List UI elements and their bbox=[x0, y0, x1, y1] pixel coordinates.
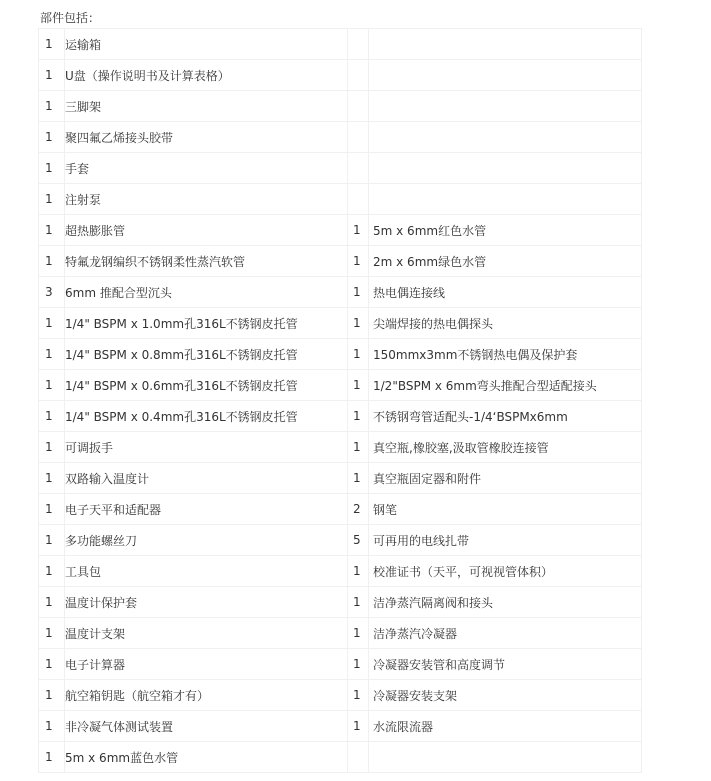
left-part-name-cell: 电子天平和适配器 bbox=[65, 494, 348, 525]
right-part-name-cell bbox=[369, 60, 642, 91]
right-quantity-cell: 1 bbox=[348, 246, 369, 277]
right-quantity-cell: 1 bbox=[348, 215, 369, 246]
right-part-name-cell: 尖端焊接的热电偶探头 bbox=[369, 308, 642, 339]
right-part-name-cell bbox=[369, 29, 642, 60]
right-quantity-cell: 1 bbox=[348, 277, 369, 308]
left-quantity-cell: 1 bbox=[39, 215, 65, 246]
left-quantity-cell: 1 bbox=[39, 525, 65, 556]
left-part-name-cell: 可调扳手 bbox=[65, 432, 348, 463]
right-part-name-cell: 洁净蒸汽隔离阀和接头 bbox=[369, 587, 642, 618]
right-quantity-cell: 1 bbox=[348, 370, 369, 401]
left-part-name-cell: 运输箱 bbox=[65, 29, 348, 60]
left-quantity-cell: 1 bbox=[39, 246, 65, 277]
right-part-name-cell bbox=[369, 153, 642, 184]
right-part-name-cell: 校准证书（天平，可视视管体积） bbox=[369, 556, 642, 587]
left-quantity-cell: 1 bbox=[39, 742, 65, 773]
left-part-name-cell: 温度计支架 bbox=[65, 618, 348, 649]
right-part-name-cell: 1/2"BSPM x 6mm弯头推配合型适配接头 bbox=[369, 370, 642, 401]
right-quantity-cell: 1 bbox=[348, 618, 369, 649]
table-row bbox=[39, 618, 642, 649]
parts-caption: 部件包括： bbox=[40, 11, 101, 25]
left-part-name-cell: 6mm 推配合型沉头 bbox=[65, 277, 348, 308]
right-quantity-cell: 5 bbox=[348, 525, 369, 556]
left-quantity-cell: 1 bbox=[39, 494, 65, 525]
left-part-name-cell: 航空箱钥匙（航空箱才有） bbox=[65, 680, 348, 711]
table-row bbox=[39, 184, 642, 215]
left-part-name-cell: 注射泵 bbox=[65, 184, 348, 215]
right-part-name-cell: 5m x 6mm红色水管 bbox=[369, 215, 642, 246]
right-quantity-cell: 1 bbox=[348, 432, 369, 463]
left-part-name-cell: 1/4" BSPM x 0.4mm孔316L不锈钢皮托管 bbox=[65, 401, 348, 432]
left-part-name-cell: 双路输入温度计 bbox=[65, 463, 348, 494]
table-row bbox=[39, 122, 642, 153]
left-quantity-cell: 1 bbox=[39, 618, 65, 649]
left-part-name-cell: 三脚架 bbox=[65, 91, 348, 122]
right-part-name-cell: 洁净蒸汽冷凝器 bbox=[369, 618, 642, 649]
right-quantity-cell: 1 bbox=[348, 649, 369, 680]
left-quantity-cell: 1 bbox=[39, 711, 65, 742]
right-part-name-cell: 冷凝器安装支架 bbox=[369, 680, 642, 711]
left-quantity-cell: 1 bbox=[39, 153, 65, 184]
left-quantity-cell: 1 bbox=[39, 184, 65, 215]
left-part-name-cell: 非冷凝气体测试装置 bbox=[65, 711, 348, 742]
table-row bbox=[39, 370, 642, 401]
table-row bbox=[39, 277, 642, 308]
left-part-name-cell: 聚四氟乙烯接头胶带 bbox=[65, 122, 348, 153]
right-part-name-cell bbox=[369, 91, 642, 122]
table-row bbox=[39, 308, 642, 339]
left-quantity-cell: 1 bbox=[39, 432, 65, 463]
left-quantity-cell: 1 bbox=[39, 463, 65, 494]
table-row bbox=[39, 494, 642, 525]
right-part-name-cell bbox=[369, 122, 642, 153]
left-quantity-cell: 1 bbox=[39, 339, 65, 370]
parts-table-body bbox=[39, 29, 642, 773]
left-quantity-cell: 3 bbox=[39, 277, 65, 308]
right-quantity-cell: 1 bbox=[348, 463, 369, 494]
right-part-name-cell bbox=[369, 184, 642, 215]
right-part-name-cell: 冷凝器安装管和高度调节 bbox=[369, 649, 642, 680]
right-quantity-cell bbox=[348, 91, 369, 122]
table-row bbox=[39, 556, 642, 587]
right-part-name-cell: 2m x 6mm绿色水管 bbox=[369, 246, 642, 277]
left-quantity-cell: 1 bbox=[39, 401, 65, 432]
left-quantity-cell: 1 bbox=[39, 556, 65, 587]
table-row bbox=[39, 401, 642, 432]
right-quantity-cell bbox=[348, 742, 369, 773]
table-row bbox=[39, 29, 642, 60]
table-row bbox=[39, 339, 642, 370]
left-quantity-cell: 1 bbox=[39, 91, 65, 122]
right-part-name-cell: 可再用的电线扎带 bbox=[369, 525, 642, 556]
right-quantity-cell: 2 bbox=[348, 494, 369, 525]
left-quantity-cell: 1 bbox=[39, 587, 65, 618]
right-part-name-cell: 水流限流器 bbox=[369, 711, 642, 742]
right-part-name-cell: 真空瓶,橡胶塞,汲取管橡胶连接管 bbox=[369, 432, 642, 463]
right-quantity-cell: 1 bbox=[348, 587, 369, 618]
table-row bbox=[39, 60, 642, 91]
left-part-name-cell: 工具包 bbox=[65, 556, 348, 587]
right-quantity-cell: 1 bbox=[348, 556, 369, 587]
table-row bbox=[39, 742, 642, 773]
right-part-name-cell: 不锈钢弯管适配头-1/4‘BSPMx6mm bbox=[369, 401, 642, 432]
right-quantity-cell: 1 bbox=[348, 339, 369, 370]
left-part-name-cell: 手套 bbox=[65, 153, 348, 184]
right-part-name-cell bbox=[369, 742, 642, 773]
left-quantity-cell: 1 bbox=[39, 370, 65, 401]
left-quantity-cell: 1 bbox=[39, 308, 65, 339]
left-part-name-cell: U盘（操作说明书及计算表格） bbox=[65, 60, 348, 91]
parts-table bbox=[38, 28, 642, 773]
table-row bbox=[39, 711, 642, 742]
table-row bbox=[39, 153, 642, 184]
right-quantity-cell: 1 bbox=[348, 308, 369, 339]
left-part-name-cell: 超热膨胀管 bbox=[65, 215, 348, 246]
left-part-name-cell: 温度计保护套 bbox=[65, 587, 348, 618]
left-quantity-cell: 1 bbox=[39, 649, 65, 680]
table-row bbox=[39, 463, 642, 494]
left-part-name-cell: 多功能螺丝刀 bbox=[65, 525, 348, 556]
table-row bbox=[39, 649, 642, 680]
left-part-name-cell: 5m x 6mm蓝色水管 bbox=[65, 742, 348, 773]
table-row bbox=[39, 91, 642, 122]
left-quantity-cell: 1 bbox=[39, 29, 65, 60]
right-quantity-cell bbox=[348, 153, 369, 184]
table-row bbox=[39, 246, 642, 277]
right-quantity-cell: 1 bbox=[348, 680, 369, 711]
table-row bbox=[39, 215, 642, 246]
right-quantity-cell bbox=[348, 184, 369, 215]
right-part-name-cell: 钢笔 bbox=[369, 494, 642, 525]
left-part-name-cell: 电子计算器 bbox=[65, 649, 348, 680]
right-quantity-cell bbox=[348, 60, 369, 91]
table-row bbox=[39, 525, 642, 556]
right-part-name-cell: 真空瓶固定器和附件 bbox=[369, 463, 642, 494]
right-part-name-cell: 150mmx3mm不锈钢热电偶及保护套 bbox=[369, 339, 642, 370]
left-part-name-cell: 特氟龙钢编织不锈钢柔性蒸汽软管 bbox=[65, 246, 348, 277]
table-row bbox=[39, 432, 642, 463]
table-row bbox=[39, 587, 642, 618]
left-quantity-cell: 1 bbox=[39, 122, 65, 153]
left-part-name-cell: 1/4" BSPM x 1.0mm孔316L不锈钢皮托管 bbox=[65, 308, 348, 339]
right-quantity-cell: 1 bbox=[348, 711, 369, 742]
right-quantity-cell bbox=[348, 29, 369, 60]
right-quantity-cell: 1 bbox=[348, 401, 369, 432]
table-row bbox=[39, 680, 642, 711]
right-quantity-cell bbox=[348, 122, 369, 153]
left-quantity-cell: 1 bbox=[39, 680, 65, 711]
right-part-name-cell: 热电偶连接线 bbox=[369, 277, 642, 308]
left-quantity-cell: 1 bbox=[39, 60, 65, 91]
left-part-name-cell: 1/4" BSPM x 0.8mm孔316L不锈钢皮托管 bbox=[65, 339, 348, 370]
left-part-name-cell: 1/4" BSPM x 0.6mm孔316L不锈钢皮托管 bbox=[65, 370, 348, 401]
